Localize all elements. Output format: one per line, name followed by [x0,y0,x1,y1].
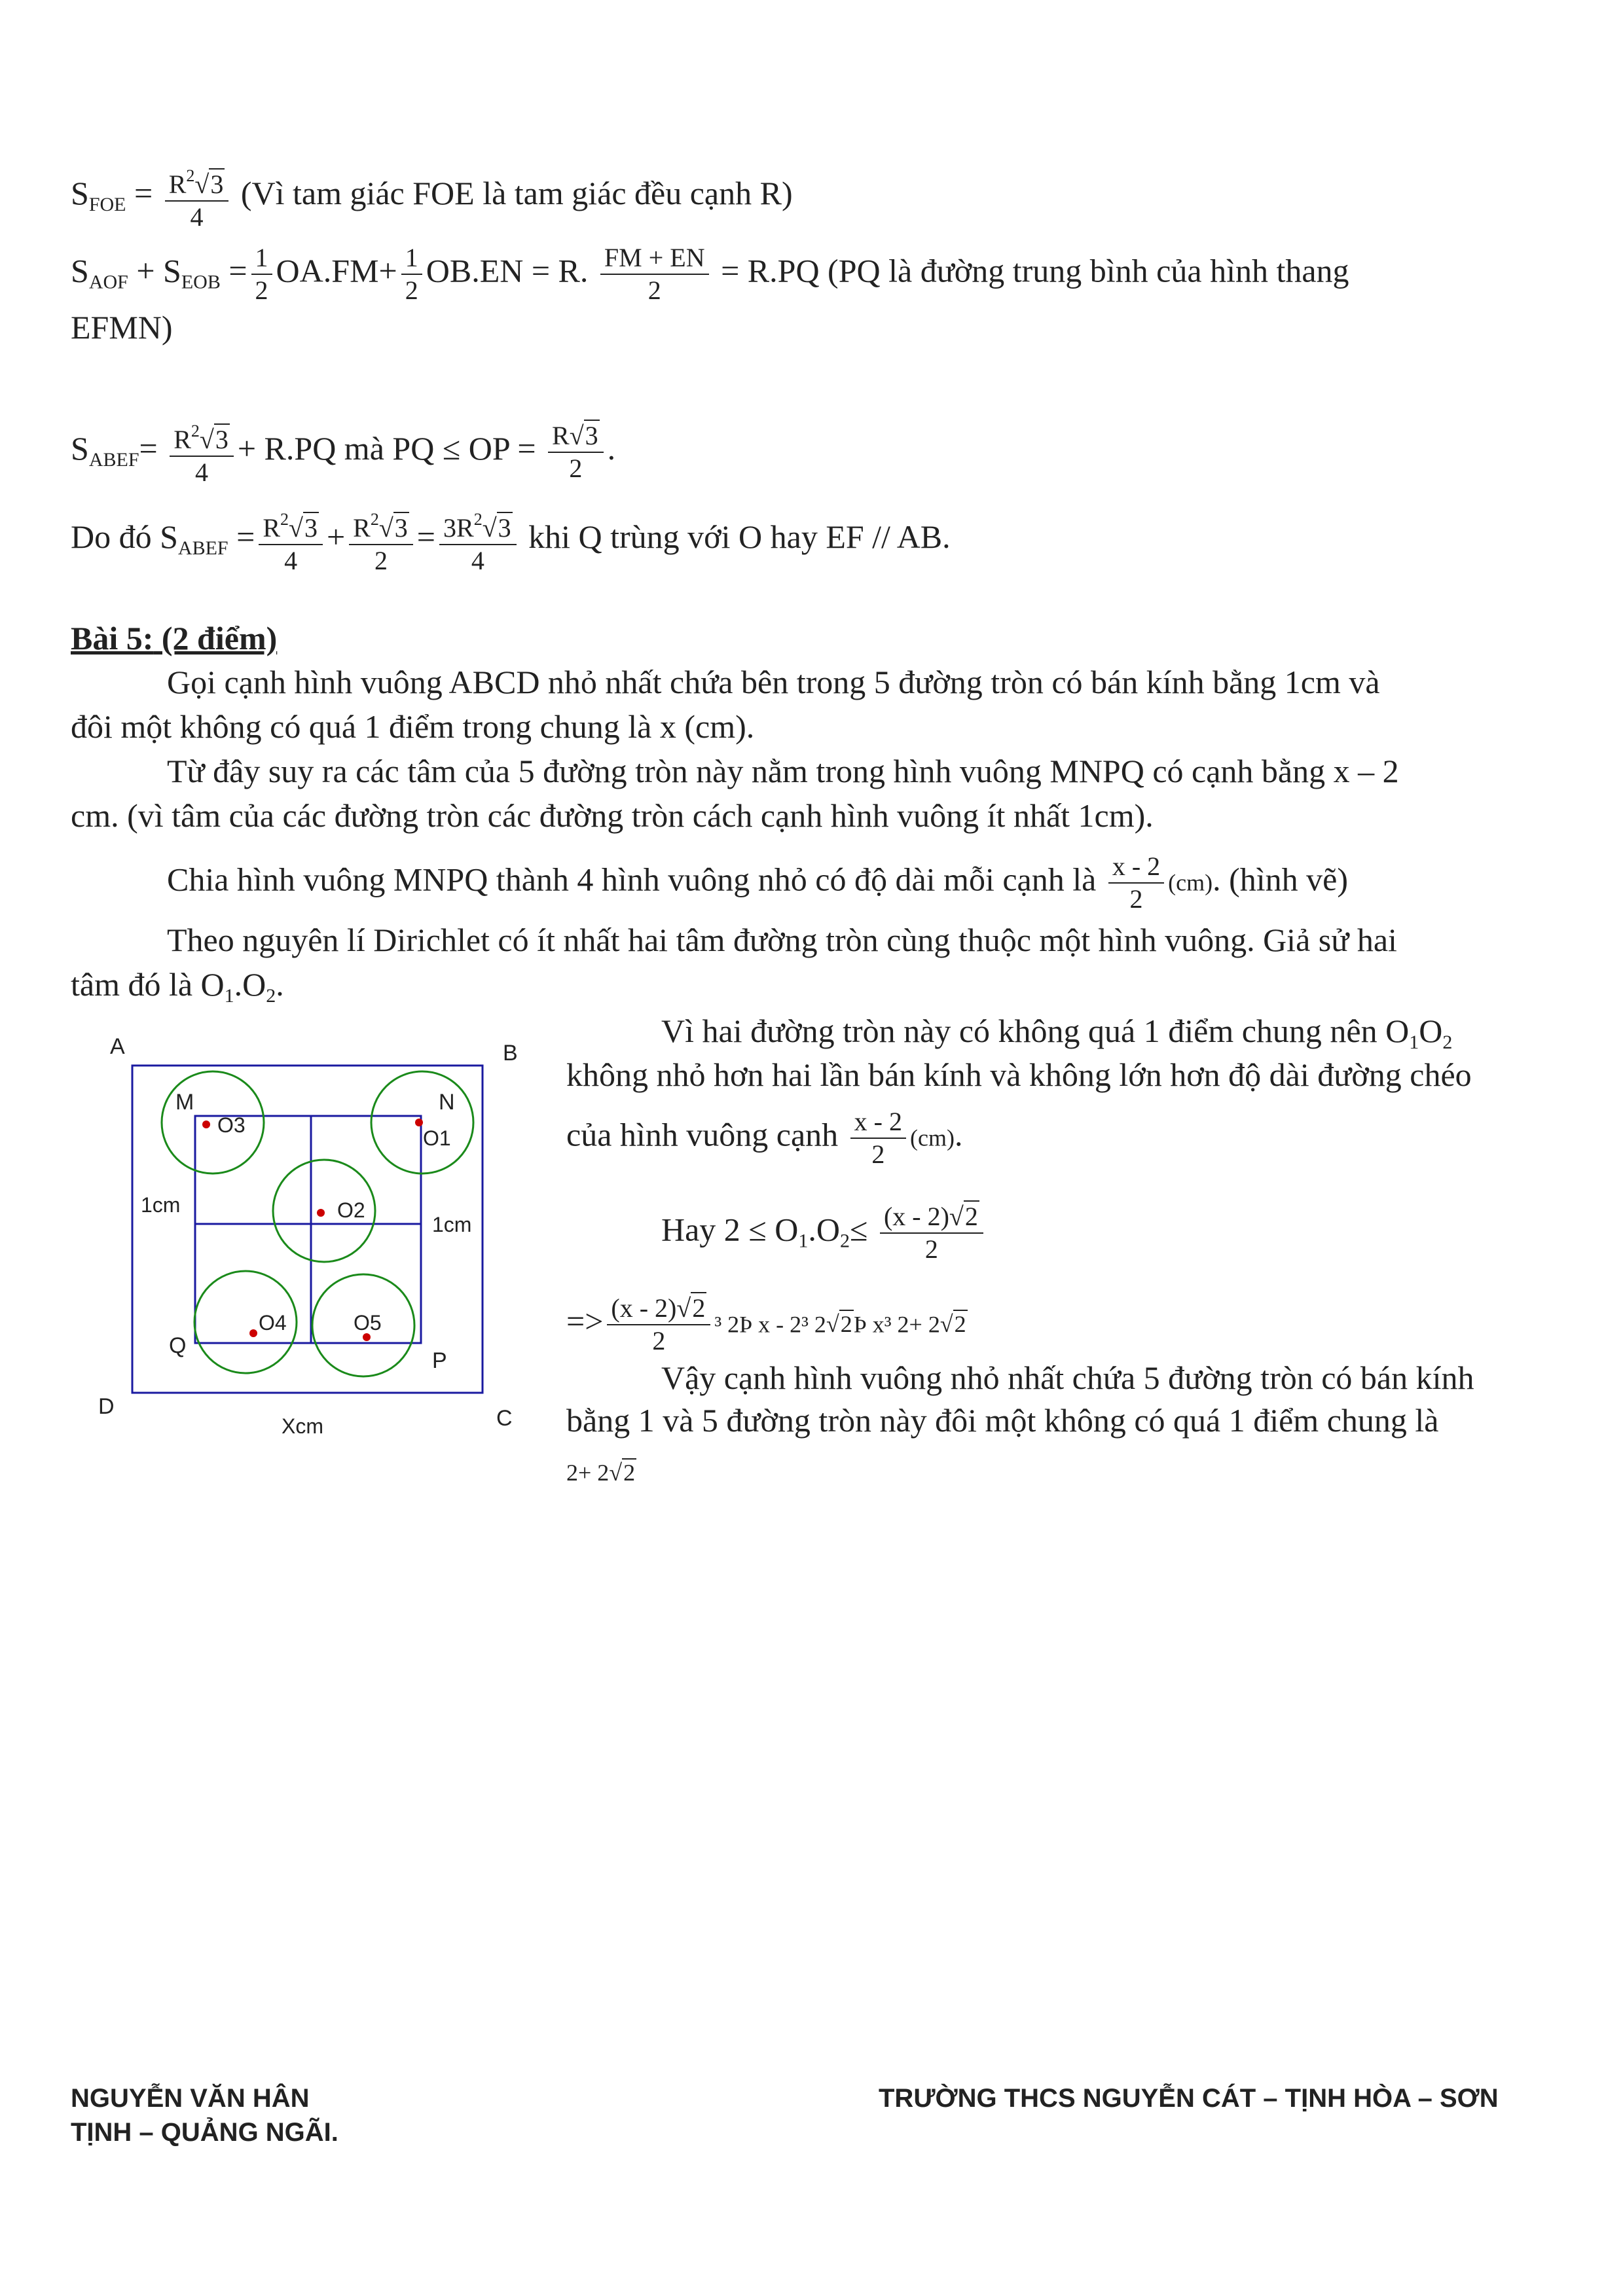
sqrt: √2 [939,1311,966,1338]
radicand: 3 [394,513,408,543]
equals: = [416,518,435,555]
symbol: S [71,429,89,467]
center-o2 [317,1209,325,1217]
footer-left [71,2081,338,2149]
le-sign: ≤ [849,1211,868,1248]
bai5-c2 [566,1401,1438,1440]
equals: = [134,174,153,211]
frac-den: 4 [195,457,209,487]
footer-location: TỊNH – QUẢNG NGÃI. [71,2118,338,2147]
figure-svg [98,1014,543,1433]
bai5-p4a [167,920,1397,960]
text: .O [808,1211,840,1248]
formula-s-aof-cont [71,308,173,347]
label-o2: O2 [337,1198,365,1222]
subscript: ABEF [88,448,139,471]
label-p: P [432,1348,447,1373]
radicand: 2 [840,1311,852,1338]
frac-num: R [263,513,280,543]
text: ³ 2Þ x - 2³ 2 [714,1311,826,1338]
subscript: 2 [839,1230,850,1252]
sqrt: √3 [482,513,511,543]
sup: 2 [370,510,379,529]
frac-num: 1 [251,242,272,275]
text: O [775,1211,799,1248]
fraction [1108,851,1164,915]
fraction [401,242,422,306]
bai5-p4b [71,965,284,1016]
frac-den: 2 [1129,884,1143,914]
sqrt: √3 [194,170,224,199]
term: OP = [468,429,536,467]
fraction [548,420,604,484]
text: .O [234,966,266,1003]
label-a: A [110,1034,125,1059]
label-d: D [98,1394,115,1419]
text: của hình vuông cạnh [566,1116,839,1153]
fraction [439,504,517,577]
sqrt: √3 [199,425,228,454]
text: đôi một không có quá 1 điểm trong chung là x (cm). [71,708,755,745]
text: Vậy cạnh hình vuông nhỏ nhất chứa 5 đường tròn có bán kính [661,1359,1474,1396]
radicand: 2 [623,1460,636,1486]
bai5-heading [71,619,277,658]
text: O [1419,1013,1443,1049]
term: khi Q trùng với O hay EF // AB. [528,518,951,555]
text: Chia hình vuông MNPQ thành 4 hình vuông nhỏ có độ dài mỗi cạnh là [167,861,1097,898]
label-n: N [439,1090,455,1115]
text: tâm đó là O [71,966,225,1003]
arrow: => [566,1302,604,1340]
frac-num: R [168,170,187,199]
footer-school: TRƯỜNG THCS NGUYỄN CÁT – TỊNH HÒA – SƠN [879,2084,1499,2113]
fraction [607,1293,710,1357]
term: + R.PQ mà PQ [237,429,435,467]
bai5-p1b [71,707,754,746]
sqrt: √2 [826,1311,852,1338]
radicand: 2 [964,1202,978,1231]
sup: 2 [473,510,483,529]
radicand: 3 [210,170,224,199]
formula-s-aof [71,242,1349,306]
label-c: C [496,1406,513,1431]
label-o1: O1 [423,1126,451,1150]
radicand: 2 [692,1293,706,1323]
fraction [251,242,272,306]
unit: (cm) [1168,869,1213,896]
square-mnpq [195,1116,421,1343]
symbol: S [71,174,89,211]
subscript: AOF [88,271,128,293]
subscript: FOE [88,193,126,215]
sup: 2 [186,166,195,185]
equals: = [236,518,255,555]
sqrt: √2 [609,1460,636,1486]
bai5-imply [566,1293,968,1357]
frac-num: x - 2 [850,1106,906,1139]
frac-den: 2 [647,276,661,305]
heading-points: (2 điểm) [153,620,278,656]
le-sign: ≤ [748,1211,767,1248]
fraction [170,416,234,488]
note: (Vì tam giác FOE là tam giác đều cạnh R) [240,174,793,211]
fraction [165,160,229,233]
fraction [259,504,323,577]
footer-right [879,2081,1499,2115]
dirichlet-figure [98,1014,543,1437]
fraction [600,242,709,306]
fraction [880,1201,983,1265]
frac-num: (x - 2) [883,1202,949,1231]
center-o4 [249,1329,257,1337]
sqrt: √3 [378,513,408,543]
text: Theo nguyên lí Dirichlet có ít nhất hai tâm đường tròn cùng thuộc một hình vuông. Giả sử hai [167,922,1397,958]
bai5-p2a [167,751,1399,791]
frac-den: 2 [405,276,418,305]
frac-num: R [552,420,570,450]
fraction [850,1106,906,1170]
subscript: 2 [266,985,276,1007]
formula-s-abef [71,416,615,488]
sup: 2 [280,510,289,529]
sqrt: √3 [289,513,318,543]
radicand: 3 [498,513,511,543]
sqrt: √2 [676,1293,706,1323]
text: cm. (vì tâm của các đường tròn các đường tròn cách cạnh hình vuông ít nhất 1cm). [71,797,1154,834]
center-o1 [415,1119,423,1126]
equals: = [228,252,247,289]
radicand: 3 [585,420,598,450]
label-q: Q [169,1333,187,1358]
sqrt: √2 [949,1202,978,1231]
frac-den: 2 [924,1234,938,1264]
bai5-p3 [167,851,1348,915]
text: không nhỏ hơn hai lần bán kính và không lớn hơn độ dài đường chéo [566,1056,1472,1093]
subscript: EOB [181,271,221,293]
label-1cm-left: 1cm [141,1193,181,1217]
frac-num: (x - 2) [611,1293,677,1323]
plus: + [136,252,155,289]
label-o4: O4 [259,1311,287,1335]
bai5-hay [661,1201,987,1265]
label-xcm: Xcm [282,1414,323,1433]
bai5-r2 [566,1055,1472,1094]
label-1cm-right: 1cm [432,1213,472,1236]
term: = R.PQ (PQ là đường trung bình của hình thang [721,252,1349,289]
text: Gọi cạnh hình vuông ABCD nhỏ nhất chứa bên trong 5 đường tròn có bán kính bằng 1cm và [167,664,1380,700]
text: Từ đây suy ra các tâm của 5 đường tròn này nằm trong hình vuông MNPQ có cạnh bằng x – 2 [167,753,1399,789]
frac-den: 2 [652,1326,666,1355]
frac-num: FM + EN [600,242,709,275]
frac-den: 4 [471,546,484,575]
bai5-p2b [71,796,1154,835]
label-o5: O5 [354,1311,382,1335]
term: Do đó S [71,518,178,555]
frac-num: x - 2 [1108,851,1164,884]
frac-num: 3R [443,513,474,543]
label-m: M [175,1090,194,1115]
term: EFMN) [71,309,173,346]
radicand: 3 [215,425,228,454]
sup: 2 [191,422,200,440]
frac-num: R [353,513,371,543]
unit: (cm) [910,1124,955,1151]
heading-label: Bài 5: [71,620,154,656]
fraction [349,504,413,577]
label-b: B [503,1041,518,1066]
frac-num: R [173,425,191,454]
frac-den: 2 [569,453,583,483]
subscript: 1 [224,985,234,1007]
text: . [276,966,284,1003]
text: bằng 1 và 5 đường tròn này đôi một không có quá 1 điểm chung là [566,1402,1439,1439]
bai5-p1a [167,662,1380,702]
term: OA.FM+ [276,252,397,289]
frac-den: 2 [871,1139,885,1169]
text: Þ x³ 2+ 2 [853,1311,940,1338]
circle-o3 [162,1071,264,1174]
dot: . [607,429,616,467]
footer-author: NGUYỄN VĂN HÂN [71,2084,310,2113]
equals: = [139,429,158,467]
text: Vì hai đường tròn này có không quá 1 điểm chung nên O [661,1013,1410,1049]
frac-den: 4 [284,546,298,575]
center-o3 [202,1121,210,1128]
formula-do-do [71,504,951,577]
radicand: 2 [954,1311,966,1338]
term: OB.EN = R. [426,252,589,289]
frac-den: 2 [255,276,268,305]
text: 2+ 2 [566,1460,610,1486]
frac-den: 4 [190,202,204,232]
bai5-c3 [566,1450,636,1492]
bai5-c1 [661,1358,1474,1397]
symbol: S [163,252,181,289]
frac-den: 2 [374,546,388,575]
formula-s-foe [71,160,793,233]
subscript: 1 [798,1230,809,1252]
label-o3: O3 [217,1113,246,1137]
frac-num: 1 [401,242,422,275]
text: Hay 2 [661,1211,740,1248]
plus: + [326,518,346,555]
subscript: ABEF [177,537,228,559]
sqrt: √3 [569,420,598,450]
radicand: 3 [304,513,318,543]
subscript: 2 [1442,1031,1453,1053]
le-sign: ≤ [442,429,461,467]
text: . (hình vẽ) [1213,861,1348,898]
bai5-r3 [566,1106,962,1170]
subscript: 1 [1409,1031,1419,1053]
text: . [954,1116,963,1153]
symbol: S [71,252,89,289]
